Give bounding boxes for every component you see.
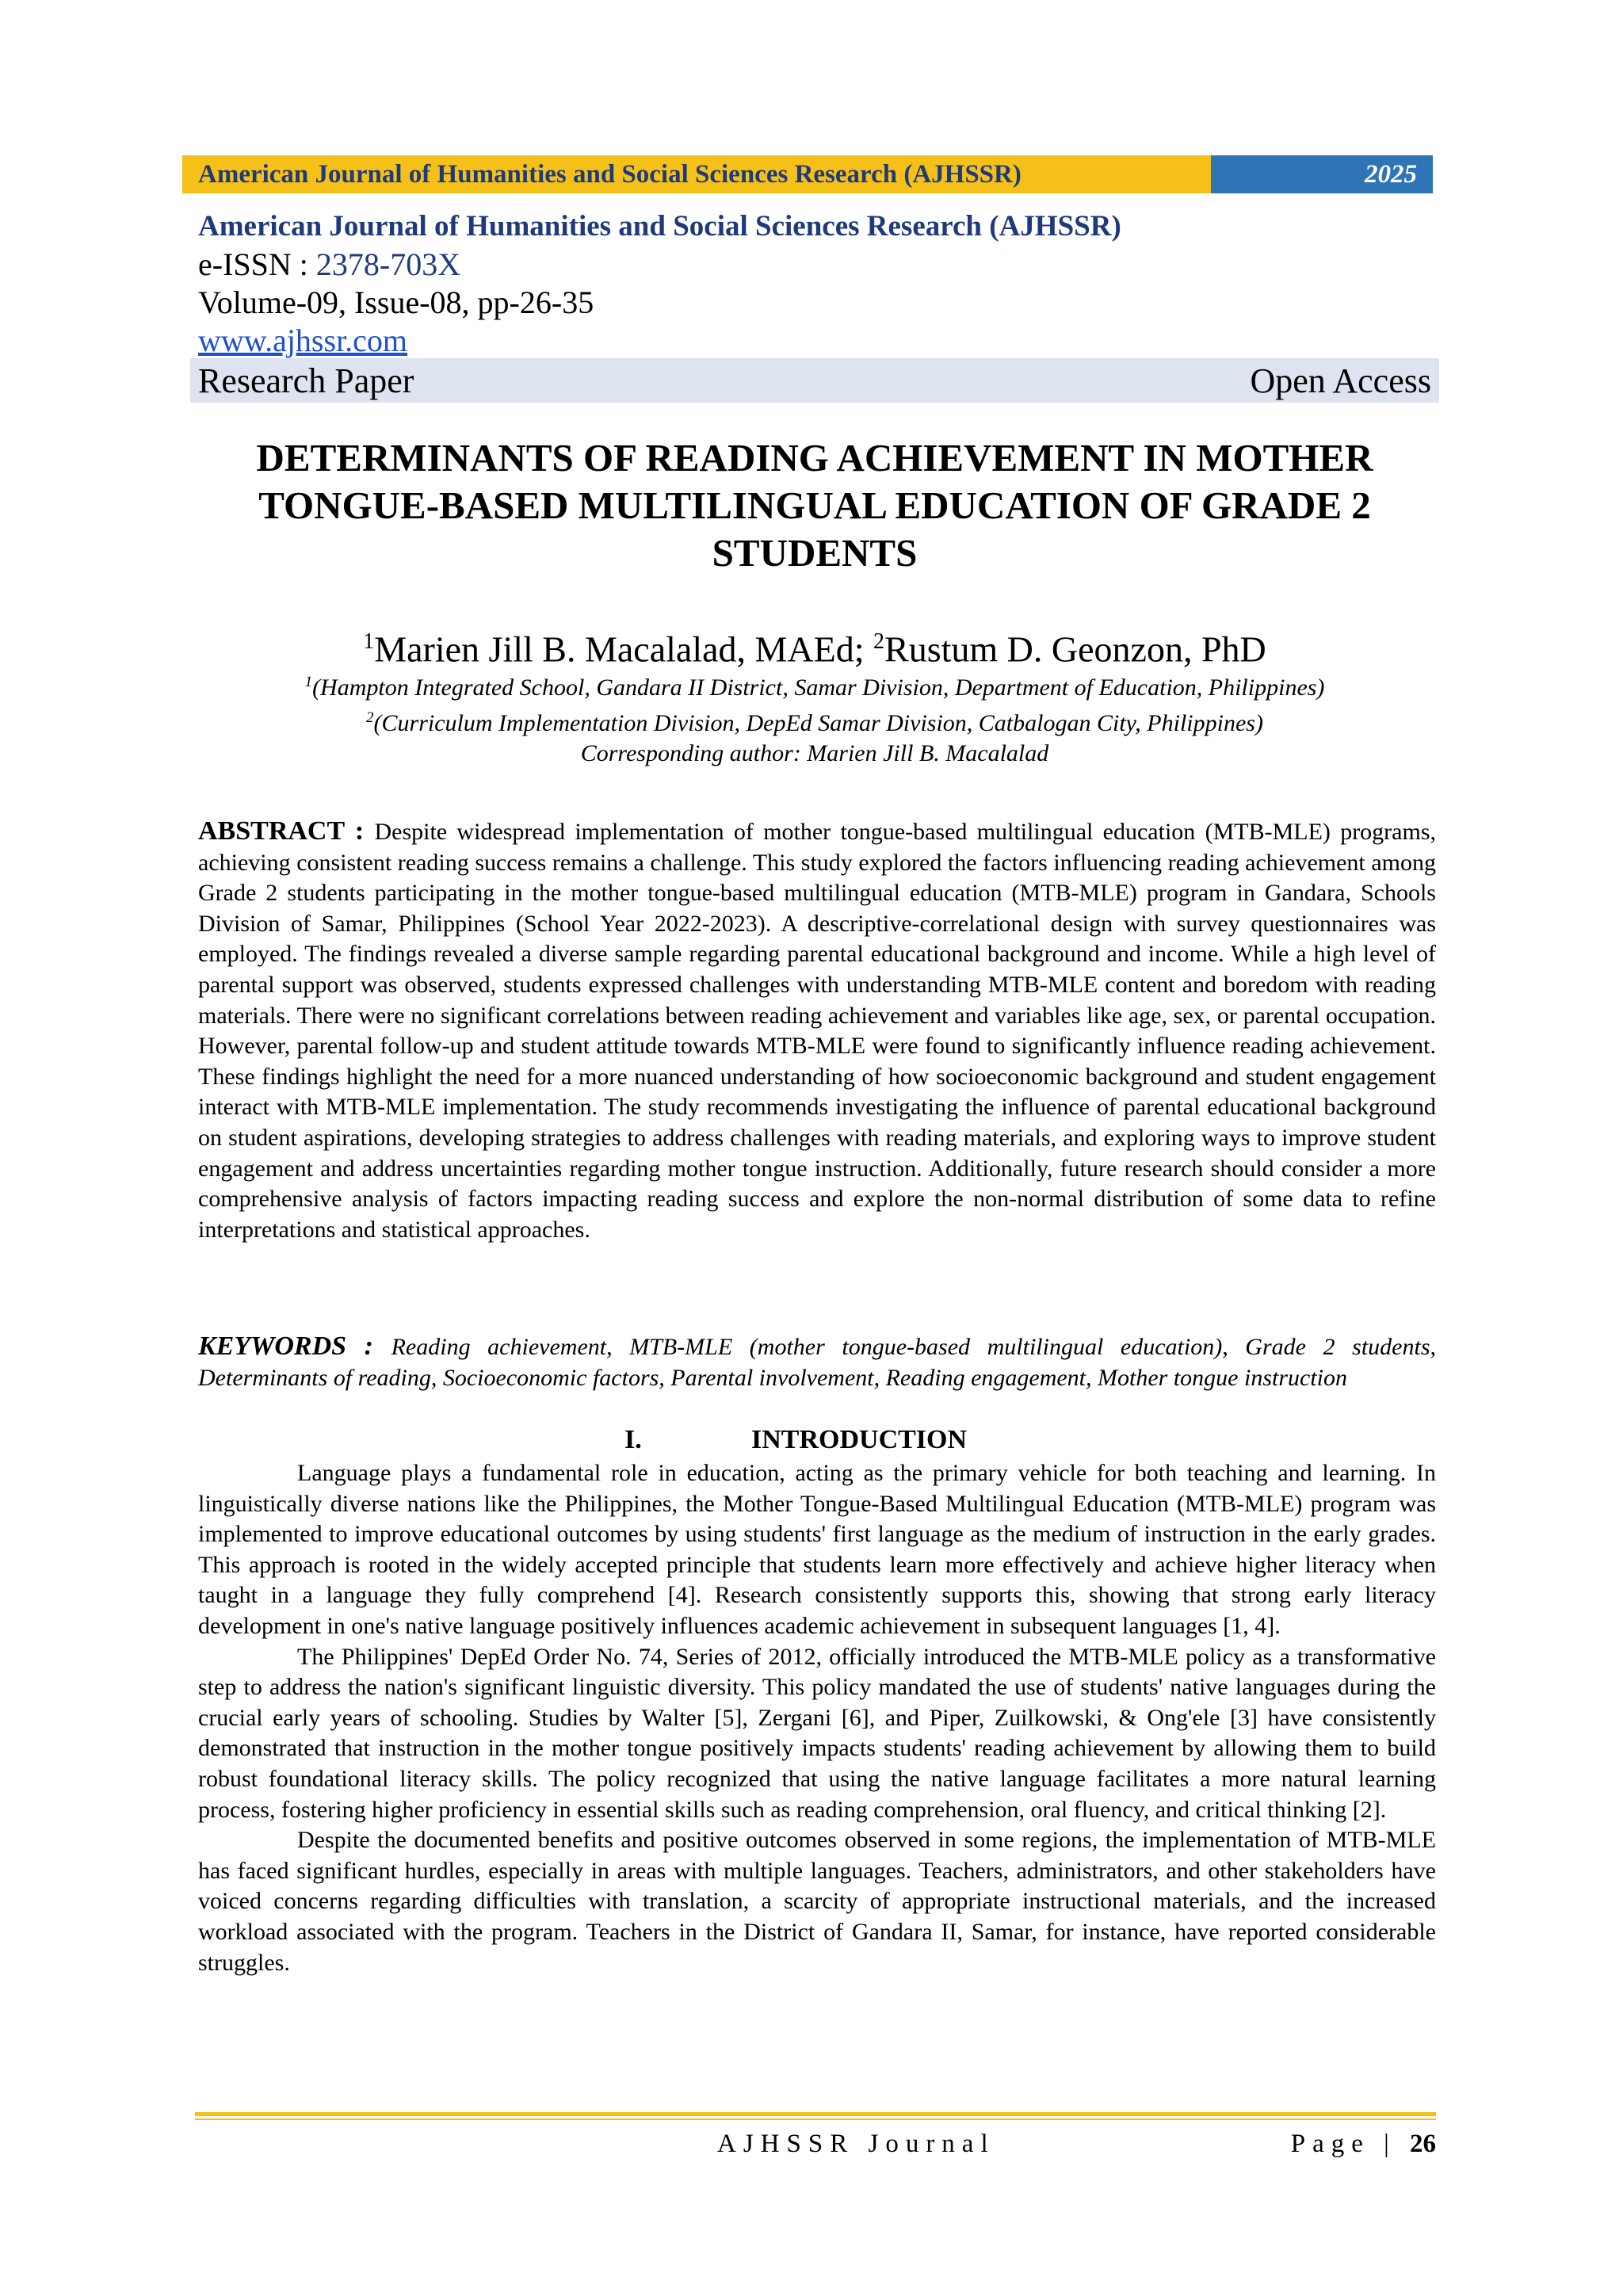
abstract [198,816,1436,1245]
affiliations [190,667,1439,769]
affiliation-1-text: (Hampton Integrated School, Gandara II District, Samar Division, Department of Education, Philippines) [312,674,1325,701]
footer-page-number: 26 [1410,2130,1436,2158]
intro-paragraph: Despite the documented benefits and positive outcomes observed in some regions, the implementation of MTB-MLE has faced significant hurdles, especially in areas with multiple languages. Teachers, administrators, and other stakeholders have voiced concerns regarding difficulties with translation, a scarcity of appropriate instructional materials, and the increased workload associated with the program. Teachers in the District of Gandara II, Samar, for instance, have reported considerable struggles. [198,1827,1436,1976]
paper-title: DETERMINANTS OF READING ACHIEVEMENT IN MOTHER TONGUE-BASED MULTILINGUAL EDUCATION OF GRADE 2 STUDENTS [256,436,1373,575]
journal-info [198,208,1434,360]
footer-page [1291,2126,1436,2161]
volume-line: Volume-09, Issue-08, pp-26-35 [198,285,594,320]
abstract-label: ABSTRACT : [198,816,375,846]
author1-mark: 1 [363,629,375,654]
introduction-body [198,1458,1436,1978]
eissn-line [198,246,1434,284]
paper-type-band [190,358,1439,403]
running-header [182,155,1433,193]
abstract-text: Despite widespread implementation of mother tongue-based multilingual education (MTB-MLE) programs, achieving consistent reading success remains a challenge. This study explored the factors influencing reading achievement among Grade 2 students participating in the mother tongue-based multilingual education (MTB-MLE) program in Gandara, Schools Division of Samar, Philippines (School Year 2022-2023). A descriptive-correlational design with survey questionnaires was employed. The findings revealed a diverse sample regarding parental educational background and income. While a high level of parental support was observed, students expressed challenges with understanding MTB-MLE content and boredom with reading materials. There were no significant correlations between reading achievement and variables like age, sex, or parental occupation. However, parental follow-up and student attitude towards MTB-MLE were found to significantly influence reading achievement. These findings highlight the need for a more nuanced understanding of how socioeconomic background and student engagement interact with MTB-MLE implementation. The study recommends investigating the influence of parental educational background on student aspirations, developing strategies to address challenges with reading materials, and exploring ways to improve student engagement and address uncertainties regarding mother tongue instruction. Additionally, future research should consider a more comprehensive analysis of factors impacting reading success and explore the non-normal distribution of some data to refine interpretations and statistical approaches. [198,819,1436,1243]
keywords [198,1331,1436,1393]
journal-name: American Journal of Humanities and Social Sciences Research (AJHSSR) [198,210,1121,243]
affiliation-2 [190,703,1439,739]
eissn-number: 2378-703X [315,246,461,282]
journal-website-link[interactable]: www.ajhssr.com [198,323,408,358]
author2-name: Rustum D. Geonzon, PhD [884,628,1266,670]
keywords-label: KEYWORDS : [198,1331,391,1361]
affiliation-1 [190,667,1439,703]
footer-rule [195,2112,1436,2116]
footer-journal: AJHSSR Journal [717,2130,995,2158]
footer-page-label: Page | [1290,2130,1410,2158]
section-number: I. [624,1425,642,1454]
affiliation-2-mark: 2 [366,709,374,726]
intro-paragraph: The Philippines' DepEd Order No. 74, Series of 2012, officially introduced the MTB-MLE policy as a transformative step to address the nation's significant linguistic diversity. This policy mandated the use of students' native languages during the crucial early years of schooling. Studies by Walter [5], Zergani [6], and Piper, Zuilkowski, & Ong'ele [3] have consistently demonstrated that instruction in the mother tongue positively impacts students' reading achievement by allowing them to build robust foundational literacy skills. The policy recognized that using the native language facilitates a more natural learning process, fostering higher proficiency in essential skills such as reading comprehension, oral fluency, and critical thinking [2]. [198,1643,1436,1823]
corresponding-author: Corresponding author: Marien Jill B. Macalalad [580,740,1049,766]
running-header-journal: American Journal of Humanities and Social Sciences Research (AJHSSR) [182,155,1211,193]
footer-rule-thin [195,2118,1436,2120]
intro-paragraph: Language plays a fundamental role in education, acting as the primary vehicle for both teaching and learning. In linguistically diverse nations like the Philippines, the Mother Tongue-Based Multilingual Education (MTB-MLE) program was implemented to improve educational outcomes by using students' first language as the medium of instruction in the early grades. This approach is rooted in the widely accepted principle that students learn more effectively and achieve higher literacy when taught in a language they fully comprehend [4]. Research consistently supports this, showing that strong early literacy development in one's native language positively influences academic achievement in subsequent languages [1, 4]. [198,1460,1436,1639]
affiliation-1-mark: 1 [304,674,313,690]
section-title: INTRODUCTION [751,1425,968,1454]
keywords-text: Reading achievement, MTB-MLE (mother tongue-based multilingual education), Grade 2 students, Determinants of reading, Socioeconomic factors, Parental involvement, Reading engagement, Mother tongue instruction [198,1334,1436,1391]
author1-name: Marien Jill B. Macalalad, MAEd; [374,628,874,670]
affiliation-2-text: (Curriculum Implementation Division, DepEd Samar Division, Catbalogan City, Philippines) [373,710,1263,736]
author2-mark: 2 [873,629,885,654]
author-line [190,618,1439,673]
paper-type: Research Paper [198,361,414,400]
running-header-year: 2025 [1211,155,1433,193]
eissn-label: e-ISSN : [198,246,316,282]
access-type: Open Access [1250,361,1431,400]
section-heading [198,1424,1436,1456]
